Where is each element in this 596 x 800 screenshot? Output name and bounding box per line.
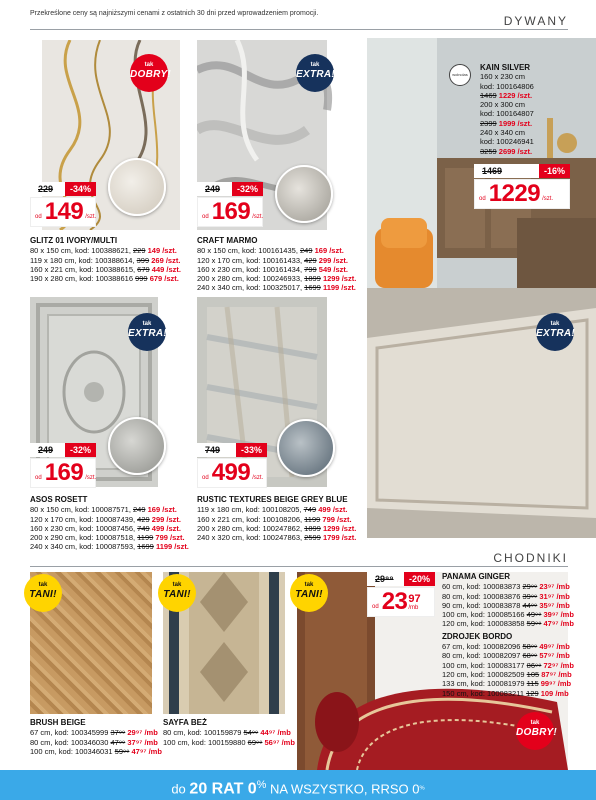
product-name: SAYFA BEŻ bbox=[163, 718, 207, 727]
size-line: 150 cm, kod: 100083211 129 109 /mb bbox=[442, 688, 569, 698]
asos-info bbox=[30, 495, 200, 552]
glitz-old-price-row: 229 -34% bbox=[30, 182, 96, 196]
product-name: ZDROJEK BORDO bbox=[442, 631, 513, 641]
size-line: 240 x 340 cm, kod: 100087593, 1699 1199 /szt. bbox=[30, 542, 189, 552]
size-line: 160 x 221 cm, kod: 100388615, 679 449 /szt. bbox=[30, 264, 181, 274]
glitz-info bbox=[30, 236, 200, 283]
badge-tak-tani: tak TANI! bbox=[24, 574, 62, 612]
craft-old-price-row: 249 -32% bbox=[197, 182, 263, 196]
size-line: 80 x 150 cm, kod: 100087571, 249 169 /szt. bbox=[30, 505, 177, 515]
size-line: 80 cm, kod: 100159879 54⁹⁹ 44⁹⁷ /mb bbox=[163, 728, 291, 738]
size-line: 67 cm, kod: 100082096 58⁹⁹ 49⁹⁷ /mb bbox=[442, 642, 570, 652]
kain-price: od 1229 /szt. bbox=[474, 179, 570, 209]
size-line: 80 cm, kod: 100083876 39⁹⁹ 31⁹⁷ /mb bbox=[442, 591, 570, 601]
divider bbox=[30, 566, 568, 567]
size-line: 119 x 180 cm, kod: 100108205, 749 499 /szt. bbox=[197, 505, 348, 515]
size-line: 133 cm, kod: 100081979 115 99⁹⁷ /mb bbox=[442, 679, 572, 689]
kain-old-price-row: 1469 -16% bbox=[474, 164, 570, 178]
badge-tak-extra: tak EXTRA! bbox=[128, 313, 166, 351]
product-name: ASOS ROSETT bbox=[30, 495, 88, 504]
size-line: 240 x 320 cm, kod: 100247863, 2599 1799 /szt. bbox=[197, 533, 357, 543]
product-name: KAIN SILVER bbox=[480, 63, 531, 72]
size-line: 100 cm, kod: 100085166 49⁹⁹ 39⁹⁷ /mb bbox=[442, 610, 574, 620]
runner-price: od 23 97 /mb bbox=[367, 587, 435, 617]
badge-tak-tani: tak TANI! bbox=[290, 574, 328, 612]
promo-disclaimer: Przekreślone ceny są najniższymi cenami z ostatnich 30 dni przed wprowadzeniem promocji. bbox=[30, 10, 319, 17]
size-line: 200 x 290 cm, kod: 100087518, 1199 799 /szt. bbox=[30, 533, 185, 543]
size-line: 80 cm, kod: 100346030 47⁹⁹ 37⁹⁷ /mb bbox=[30, 737, 158, 747]
size-line: 120 cm, kod: 100083858 59⁹⁹ 47⁹⁷ /mb bbox=[442, 619, 574, 629]
craft-detail-photo bbox=[275, 165, 333, 223]
size-line: 119 x 180 cm, kod: 100388614, 399 269 /szt. bbox=[30, 255, 181, 265]
size-line: 100 cm, kod: 100083177 86⁹⁹ 72⁹⁷ /mb bbox=[442, 660, 574, 670]
installment-banner[interactable]: do 20 RAT 0% NA WSZYSTKO, RRSO 0% bbox=[0, 770, 596, 800]
brush-info bbox=[30, 718, 165, 756]
size-line: 80 x 150 cm, kod: 100161435, 249 169 /szt. bbox=[197, 246, 344, 256]
product-name: GLITZ 01 IVORY/MULTI bbox=[30, 236, 118, 245]
asos-old-price-row: 249 -32% bbox=[30, 443, 96, 457]
runner-old-price-row: 29⁹⁹ -20% bbox=[367, 572, 435, 586]
size-line: 120 x 170 cm, kod: 100087439, 429 299 /szt. bbox=[30, 514, 181, 524]
size-line: 120 cm, kod: 100082509 105 87⁹⁷ /mb bbox=[442, 669, 572, 679]
size-line: 190 x 280 cm, kod: 100388616 999 679 /szt. bbox=[30, 274, 179, 284]
size-line: 160 x 221 cm, kod: 100108206, 1199 799 /szt. bbox=[197, 514, 352, 524]
section-title-chodniki: CHODNIKI bbox=[493, 551, 568, 565]
size-line: 80 cm, kod: 100082097 68⁹⁹ 57⁹⁷ /mb bbox=[442, 651, 570, 661]
badge-tak-extra: tak EXTRA! bbox=[296, 54, 334, 92]
rustic-old-price-row: 749 -33% bbox=[197, 443, 267, 457]
size-line: 80 x 150 cm, kod: 100388621, 229 149 /szt. bbox=[30, 246, 177, 256]
asos-price: od 169 /szt. bbox=[30, 458, 96, 488]
rustic-detail-photo bbox=[277, 419, 335, 477]
glitz-price: od 149 /szt. bbox=[30, 197, 96, 227]
rustic-price: od 499 /szt. bbox=[197, 458, 267, 488]
divider bbox=[30, 29, 568, 30]
size-line: 240 x 340 cm, kod: 100325017, 1699 1199 /szt. bbox=[197, 283, 356, 293]
product-name: BRUSH BEIGE bbox=[30, 718, 86, 727]
badge-tak-extra: tak EXTRA! bbox=[536, 313, 574, 351]
sayfa-info bbox=[163, 718, 298, 747]
size-line: 100 cm, kod: 100346031 59⁹⁹ 47⁹⁷ /mb bbox=[30, 746, 162, 756]
wolnolas-stamp: wolnolas bbox=[449, 64, 471, 86]
size-line: 60 cm, kod: 100083873 29⁹⁹ 23⁹⁷ /mb bbox=[442, 582, 570, 592]
glitz-detail-photo bbox=[108, 158, 166, 216]
size-line: 200 x 280 cm, kod: 100247862, 1899 1299 /szt. bbox=[197, 523, 357, 533]
size-line: 120 x 170 cm, kod: 100161433, 429 299 /szt. bbox=[197, 255, 348, 265]
size-line: 200 x 280 cm, kod: 100246933, 1899 1299 /szt. bbox=[197, 274, 357, 284]
product-name: PANAMA GINGER bbox=[442, 572, 510, 581]
craft-price: od 169 /szt. bbox=[197, 197, 263, 227]
badge-tak-dobry: tak DOBRY! bbox=[516, 712, 554, 750]
section-title-dywany: DYWANY bbox=[503, 14, 568, 28]
size-line: 160 x 230 cm, kod: 100161434, 799 549 /szt. bbox=[197, 264, 348, 274]
craft-info bbox=[197, 236, 367, 293]
size-line: 90 cm, kod: 100083878 44⁹⁹ 35⁹⁷ /mb bbox=[442, 600, 570, 610]
panama-info bbox=[442, 572, 592, 698]
badge-tak-dobry: tak DOBRY! bbox=[130, 54, 168, 92]
asos-detail-photo bbox=[108, 417, 166, 475]
size-line: 160 x 230 cm, kod: 100087456, 749 499 /szt. bbox=[30, 523, 181, 533]
size-line: 67 cm, kod: 100345999 37⁹⁹ 29⁹⁷ /mb bbox=[30, 728, 158, 738]
badge-tak-tani: tak TANI! bbox=[158, 574, 196, 612]
rustic-info bbox=[197, 495, 372, 542]
product-name: RUSTIC TEXTURES BEIGE GREY BLUE bbox=[197, 495, 348, 504]
size-line: 100 cm, kod: 100159880 69⁹⁹ 56⁹⁷ /mb bbox=[163, 737, 295, 747]
product-name: CRAFT MARMO bbox=[197, 236, 258, 245]
kain-info: KAIN SILVER 160 x 230 cm kod: 100164806 1469 1229 /szt. 200 x 300 cm kod: 100164807 2399 1999 /szt. 240 x 340 cm kod: 100246941 3259 2699 /szt. bbox=[480, 63, 534, 156]
